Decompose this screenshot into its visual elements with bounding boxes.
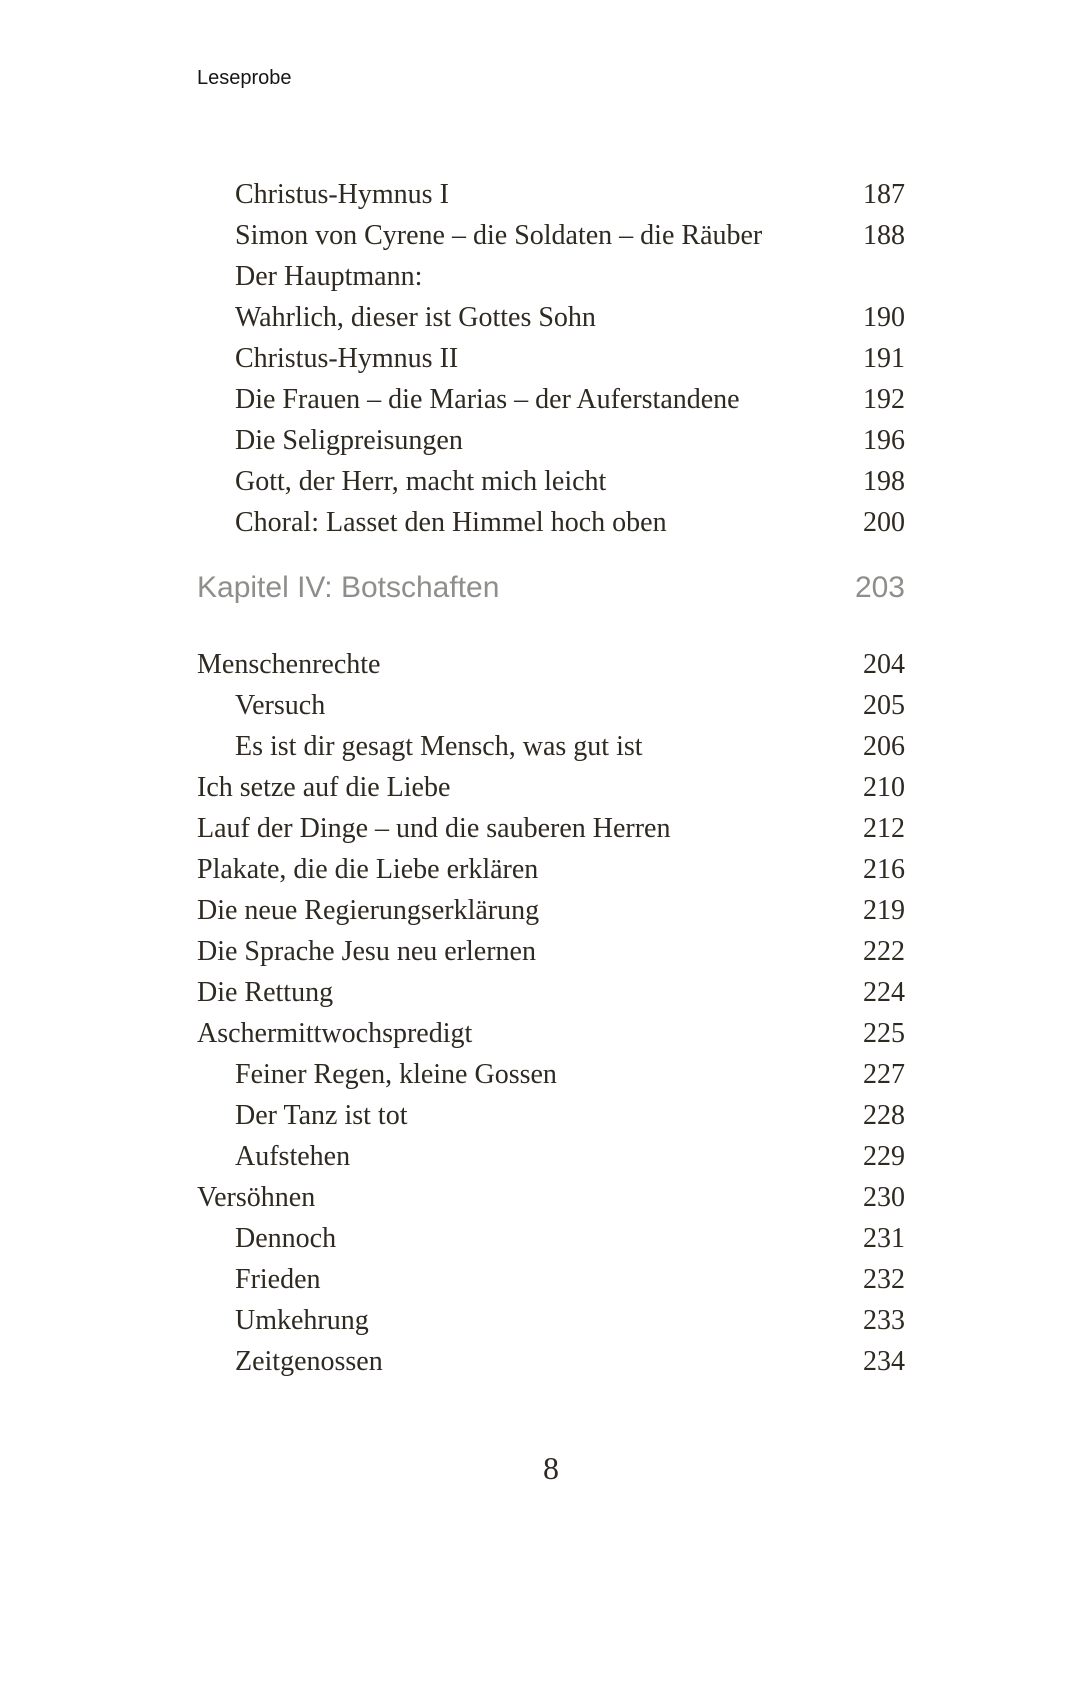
toc-entry [197, 1259, 905, 1300]
toc-entry-title: Die neue Regierungserklärung [197, 895, 540, 926]
toc-entry-page-number: 200 [863, 507, 905, 538]
toc-entry-title: Aufstehen [235, 1141, 351, 1172]
toc-entry-title: Zeitgenossen [235, 1346, 383, 1377]
toc-entry [197, 1218, 905, 1259]
toc-entry-title: Dennoch [235, 1223, 337, 1254]
toc-entry [197, 256, 905, 297]
toc-entry-page-number: 206 [863, 731, 905, 762]
toc-entry [197, 297, 905, 338]
toc-entry-title: Die Frauen – die Marias – der Auferstandene [235, 384, 740, 415]
toc-entry-page-number: 196 [863, 425, 905, 456]
page-header-label: Leseprobe [197, 67, 292, 89]
toc-entry [197, 174, 905, 215]
toc-entry-page-number: 229 [863, 1141, 905, 1172]
toc-entry-title: Frieden [235, 1264, 321, 1295]
toc-entry-title: Simon von Cyrene – die Soldaten – die Räuber [235, 220, 763, 251]
table-of-contents [197, 174, 905, 1382]
chapter-heading-title: Kapitel IV: Botschaften [197, 571, 500, 604]
toc-entry-page-number: 188 [863, 220, 905, 251]
toc-entry [197, 1054, 905, 1095]
toc-entry-title: Die Seligpreisungen [235, 425, 463, 456]
page-number-footer: 8 [543, 1450, 559, 1486]
toc-entry-title: Feiner Regen, kleine Gossen [235, 1059, 557, 1090]
toc-entry-page-number: 210 [863, 772, 905, 803]
toc-entry [197, 767, 905, 808]
toc-entry-page-number: 227 [863, 1059, 905, 1090]
toc-entry-title: Ich setze auf die Liebe [197, 772, 451, 803]
toc-entry-title: Christus-Hymnus II [235, 343, 459, 374]
toc-entry-page-number: 205 [863, 690, 905, 721]
toc-entry-title: Versuch [235, 690, 326, 721]
toc-entry [197, 1341, 905, 1382]
toc-entry-title: Gott, der Herr, macht mich leicht [235, 466, 607, 497]
toc-entry-title: Lauf der Dinge – und die sauberen Herren [197, 813, 671, 844]
toc-entry [197, 502, 905, 543]
toc-entry-page-number: 219 [863, 895, 905, 926]
toc-entry-title: Die Sprache Jesu neu erlernen [197, 936, 536, 967]
toc-entry-page-number: 231 [863, 1223, 905, 1254]
toc-entry-page-number: 234 [863, 1346, 905, 1377]
toc-entry-page-number: 190 [863, 302, 905, 333]
toc-entry [197, 890, 905, 931]
toc-entry-page-number: 232 [863, 1264, 905, 1295]
toc-entry-title: Der Tanz ist tot [235, 1100, 408, 1131]
toc-block-chapter-entries [197, 644, 905, 1382]
toc-entry-page-number: 192 [863, 384, 905, 415]
toc-entry-page-number: 230 [863, 1182, 905, 1213]
toc-entry-title: Der Hauptmann: [235, 261, 423, 292]
toc-entry-page-number: 198 [863, 466, 905, 497]
toc-entry-title: Christus-Hymnus I [235, 179, 449, 210]
toc-entry [197, 1300, 905, 1341]
toc-entry-page-number: 216 [863, 854, 905, 885]
toc-entry-title: Wahrlich, dieser ist Gottes Sohn [235, 302, 596, 333]
toc-entry [197, 726, 905, 767]
toc-entry-title: Umkehrung [235, 1305, 369, 1336]
toc-entry-title: Menschenrechte [197, 649, 381, 680]
toc-entry [197, 1136, 905, 1177]
toc-entry [197, 1095, 905, 1136]
toc-entry-page-number: 204 [863, 649, 905, 680]
chapter-heading-row [197, 567, 905, 608]
toc-entry [197, 808, 905, 849]
toc-entry [197, 1177, 905, 1218]
toc-entry [197, 685, 905, 726]
toc-entry-page-number: 212 [863, 813, 905, 844]
toc-entry-page-number: 187 [863, 179, 905, 210]
toc-entry [197, 931, 905, 972]
toc-entry-page-number: 233 [863, 1305, 905, 1336]
toc-entry-title: Es ist dir gesagt Mensch, was gut ist [235, 731, 643, 762]
toc-entry-page-number: 228 [863, 1100, 905, 1131]
toc-entry [197, 972, 905, 1013]
toc-entry-title: Aschermittwochspredigt [197, 1018, 473, 1049]
toc-entry [197, 461, 905, 502]
toc-block-subsections [197, 174, 905, 543]
toc-entry-page-number: 225 [863, 1018, 905, 1049]
chapter-heading-page-number: 203 [854, 571, 905, 604]
toc-entry [197, 1013, 905, 1054]
toc-entry [197, 215, 905, 256]
toc-entry [197, 379, 905, 420]
toc-entry-title: Plakate, die die Liebe erklären [197, 854, 539, 885]
toc-entry [197, 849, 905, 890]
toc-entry-page-number: 222 [863, 936, 905, 967]
toc-entry-title: Versöhnen [197, 1182, 316, 1213]
toc-entry [197, 420, 905, 461]
toc-entry [197, 338, 905, 379]
toc-entry-page-number: 224 [863, 977, 905, 1008]
toc-entry [197, 644, 905, 685]
toc-entry-title: Choral: Lasset den Himmel hoch oben [235, 507, 667, 538]
toc-entry-title: Die Rettung [197, 977, 334, 1008]
toc-entry-page-number: 191 [863, 343, 905, 374]
